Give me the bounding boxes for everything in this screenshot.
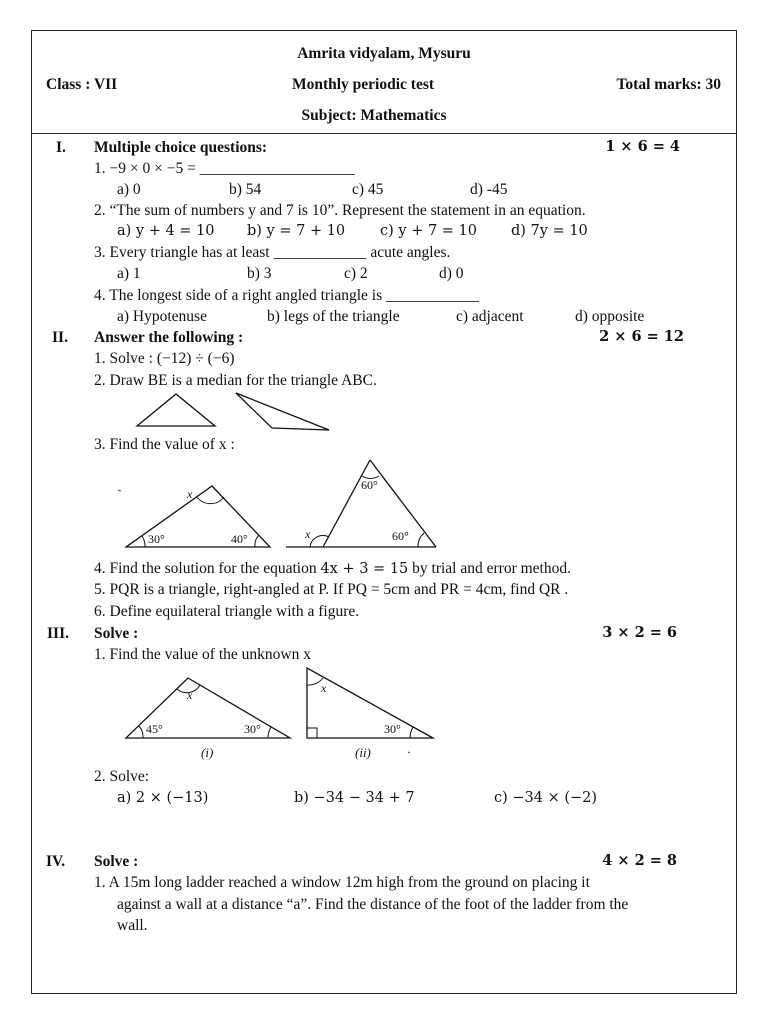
class-label: Class : VII xyxy=(46,76,118,93)
section-3-title: Solve : xyxy=(94,625,139,642)
s1-q3-option-d: d) 0 xyxy=(439,265,464,282)
test-name: Monthly periodic test xyxy=(291,76,435,93)
label-30-deg-ii: 30° xyxy=(384,722,401,736)
subject-label: Subject: Mathematics xyxy=(301,107,447,124)
s2-question-6: 6. Define equilateral triangle with a figure. xyxy=(94,603,360,620)
section-3-number: III. xyxy=(47,625,69,642)
label-40-deg: 40° xyxy=(231,532,248,546)
s1-q2-option-a: a) y + 4 = 10 xyxy=(117,223,215,239)
unknown-x-triangle-i xyxy=(126,678,290,760)
label-x-right: x xyxy=(305,527,311,541)
s1-q3-option-b: b) 3 xyxy=(247,265,272,282)
s1-q3-option-a: a) 1 xyxy=(117,265,141,282)
s2-question-5: 5. PQR is a triangle, right-angled at P. If PQ = 5cm and PR = 4cm, find QR . xyxy=(94,581,569,598)
total-marks: Total marks: 30 xyxy=(616,76,721,93)
label-x-ii: x xyxy=(321,681,327,695)
s1-q4-option-a: a) Hypotenuse xyxy=(117,308,207,325)
s1-q4-option-d: d) opposite xyxy=(575,308,645,325)
label-30-deg: 30° xyxy=(148,532,165,546)
s4-question-1-line-1: 1. A 15m long ladder reached a window 12m high from the ground on placing it xyxy=(94,874,590,891)
section-3-marks: 3 × 2 = 6 xyxy=(602,624,677,641)
school-name: Amrita vidyalam, Mysuru xyxy=(297,45,471,62)
s3-q2-part-c: c) −34 × (−2) xyxy=(494,790,598,806)
section-4-marks: 4 × 2 = 8 xyxy=(602,852,677,869)
s3-question-1: 1. Find the value of the unknown x xyxy=(94,646,311,663)
label-45-deg: 45° xyxy=(146,722,163,736)
caption-ii: (ii) xyxy=(355,745,371,760)
s2-q4-equation: 4x + 3 = 15 xyxy=(320,561,409,577)
section-2-title: Answer the following : xyxy=(94,329,244,346)
s3-q2-part-a: a) 2 × (−13) xyxy=(117,790,209,806)
label-x-i: x xyxy=(187,688,193,702)
s1-question-3: 3. Every triangle has at least ____________ acute angles. xyxy=(94,244,451,261)
label-x-left: x xyxy=(187,487,193,501)
s3-question-2: 2. Solve: xyxy=(94,768,150,785)
s1-question-4: 4. The longest side of a right angled triangle is ____________ xyxy=(94,287,479,304)
s1-q2-option-c: c) y + 7 = 10 xyxy=(380,223,477,239)
section-2-marks: 2 × 6 = 12 xyxy=(599,328,684,345)
section-2-number: II. xyxy=(52,329,68,346)
s2-question-2: 2. Draw BE is a median for the triangle ABC. xyxy=(94,372,377,389)
section-1-marks: 1 × 6 = 4 xyxy=(605,138,680,155)
s1-q1-option-b: b) 54 xyxy=(229,181,262,198)
s3-q2-part-b: b) −34 − 34 + 7 xyxy=(294,790,415,806)
s1-q4-option-b: b) legs of the triangle xyxy=(267,308,400,325)
section-4-number: IV. xyxy=(46,853,66,870)
s4-question-1-line-2: against a wall at a distance “a”. Find the distance of the foot of the ladder from the xyxy=(117,896,629,913)
section-4-title: Solve : xyxy=(94,853,139,870)
s2-question-1: 1. Solve : (−12) ÷ (−6) xyxy=(94,350,235,367)
label-30-deg-i: 30° xyxy=(244,722,261,736)
s2-question-4: 4. Find the solution for the equation 4x + 3 = 15 by trial and error method. xyxy=(94,560,571,577)
s1-q1-option-d: d) -45 xyxy=(470,181,508,198)
s1-q2-option-d: d) 7y = 10 xyxy=(511,223,588,239)
s1-question-2: 2. “The sum of numbers y and 7 is 10”. Represent the statement in an equation. xyxy=(94,202,586,219)
s1-question-1: 1. −9 × 0 × −5 = ____________________ xyxy=(94,160,355,177)
caption-i: (i) xyxy=(201,745,214,760)
label-60-deg-right: 60° xyxy=(392,529,409,543)
label-60-deg-top: 60° xyxy=(361,478,378,492)
s1-q1-option-c: c) 45 xyxy=(352,181,384,198)
s1-q2-option-b: b) y = 7 + 10 xyxy=(247,223,346,239)
s1-q4-option-c: c) adjacent xyxy=(456,308,524,325)
unknown-x-triangle-ii xyxy=(307,668,433,760)
s2-question-3: 3. Find the value of x : xyxy=(94,436,235,453)
section-1-number: I. xyxy=(56,139,66,156)
s1-q1-option-a: a) 0 xyxy=(117,181,141,198)
s1-q3-option-c: c) 2 xyxy=(344,265,368,282)
section-1-title: Multiple choice questions: xyxy=(94,139,268,156)
s4-question-1-line-3: wall. xyxy=(117,917,148,934)
